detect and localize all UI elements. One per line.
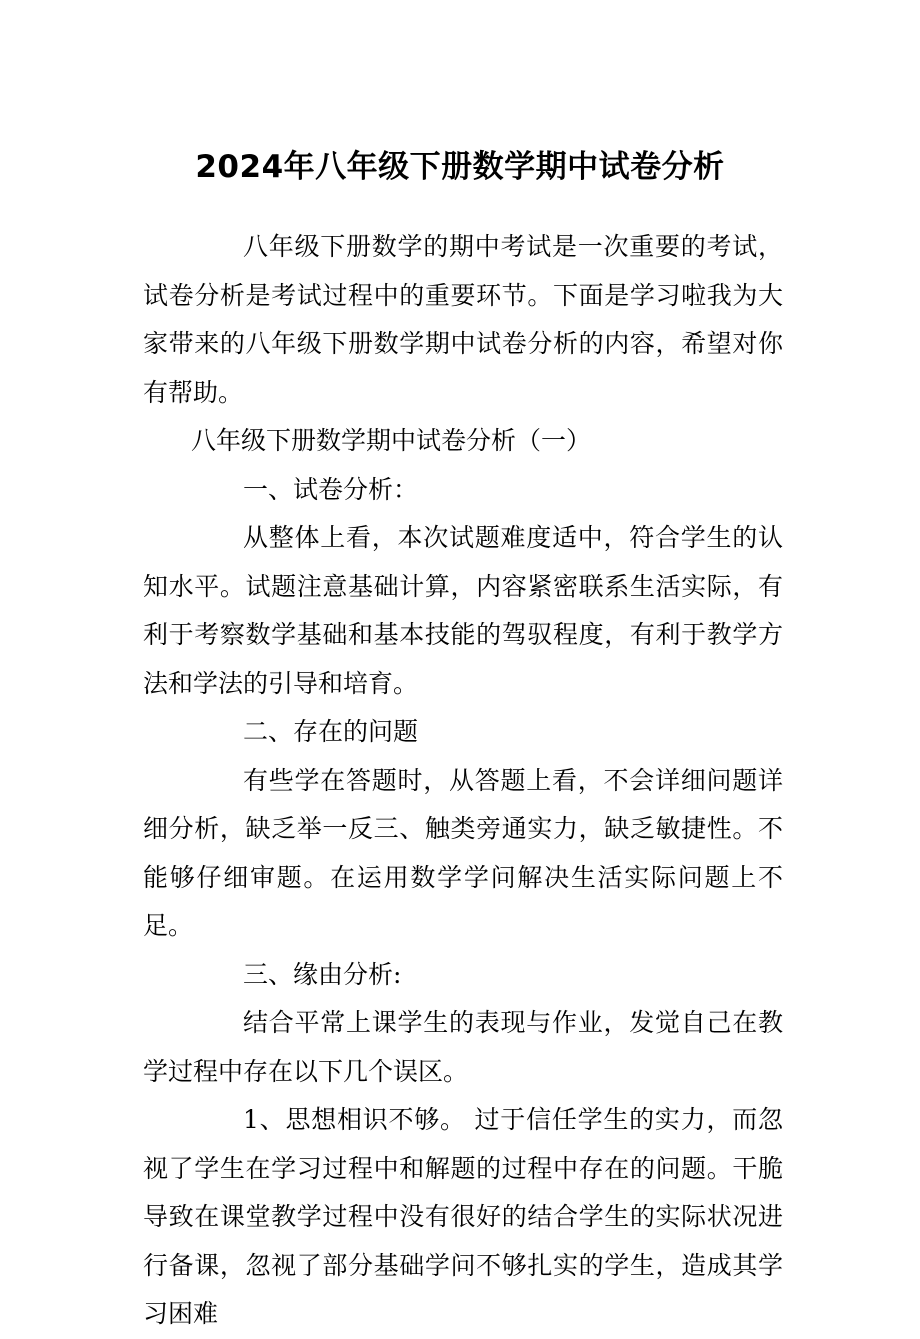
paragraph-overall: 从整体上看，本次试题难度适中，符合学生的认知水平。试题注意基础计算，内容紧密联系生活实际，有利于考察数学基础和基本技能的驾驭程度，有利于教学方法和学法的引导和培育。 <box>143 523 783 698</box>
paragraph-intro: 八年级下册数学的期中考试是一次重要的考试，试卷分析是考试过程中的重要环节。下面是学习啦我为大家带来的八年级下册数学期中试卷分析的内容，希望对你有帮助。 <box>143 232 783 407</box>
section-heading-analysis-1: 八年级下册数学期中试卷分析（一） <box>191 426 592 455</box>
section-heading-paper-analysis: 一、试卷分析： <box>243 474 419 504</box>
section-heading-problems: 二、存在的问题 <box>243 717 419 746</box>
document-title: 2024年八年级下册数学期中试卷分析 <box>195 149 725 185</box>
section-heading-reasons: 三、缘由分析: <box>243 959 402 989</box>
paragraph-problems: 有些学在答题时，从答题上看，不会详细问题详细分析，缺乏举一反三、触类旁通实力，缺乏敏捷性。不能够仔细审题。在运用数学学问解决生活实际问题上不足。 <box>143 765 783 940</box>
paragraph-reason-1: 1、思想相识不够。 过于信任学生的实力，而忽视了学生在学习过程中和解题的过程中存在的问题。干脆导致在课堂教学过程中没有很好的结合学生的实际状况进行备课，忽视了部分基础学问不够扎实的学生，造成其学习困难 <box>143 1105 783 1328</box>
document-body <box>143 223 783 1339</box>
paragraph-reasons-intro: 结合平常上课学生的表现与作业，发觉自己在教学过程中存在以下几个误区。 <box>143 1008 783 1086</box>
